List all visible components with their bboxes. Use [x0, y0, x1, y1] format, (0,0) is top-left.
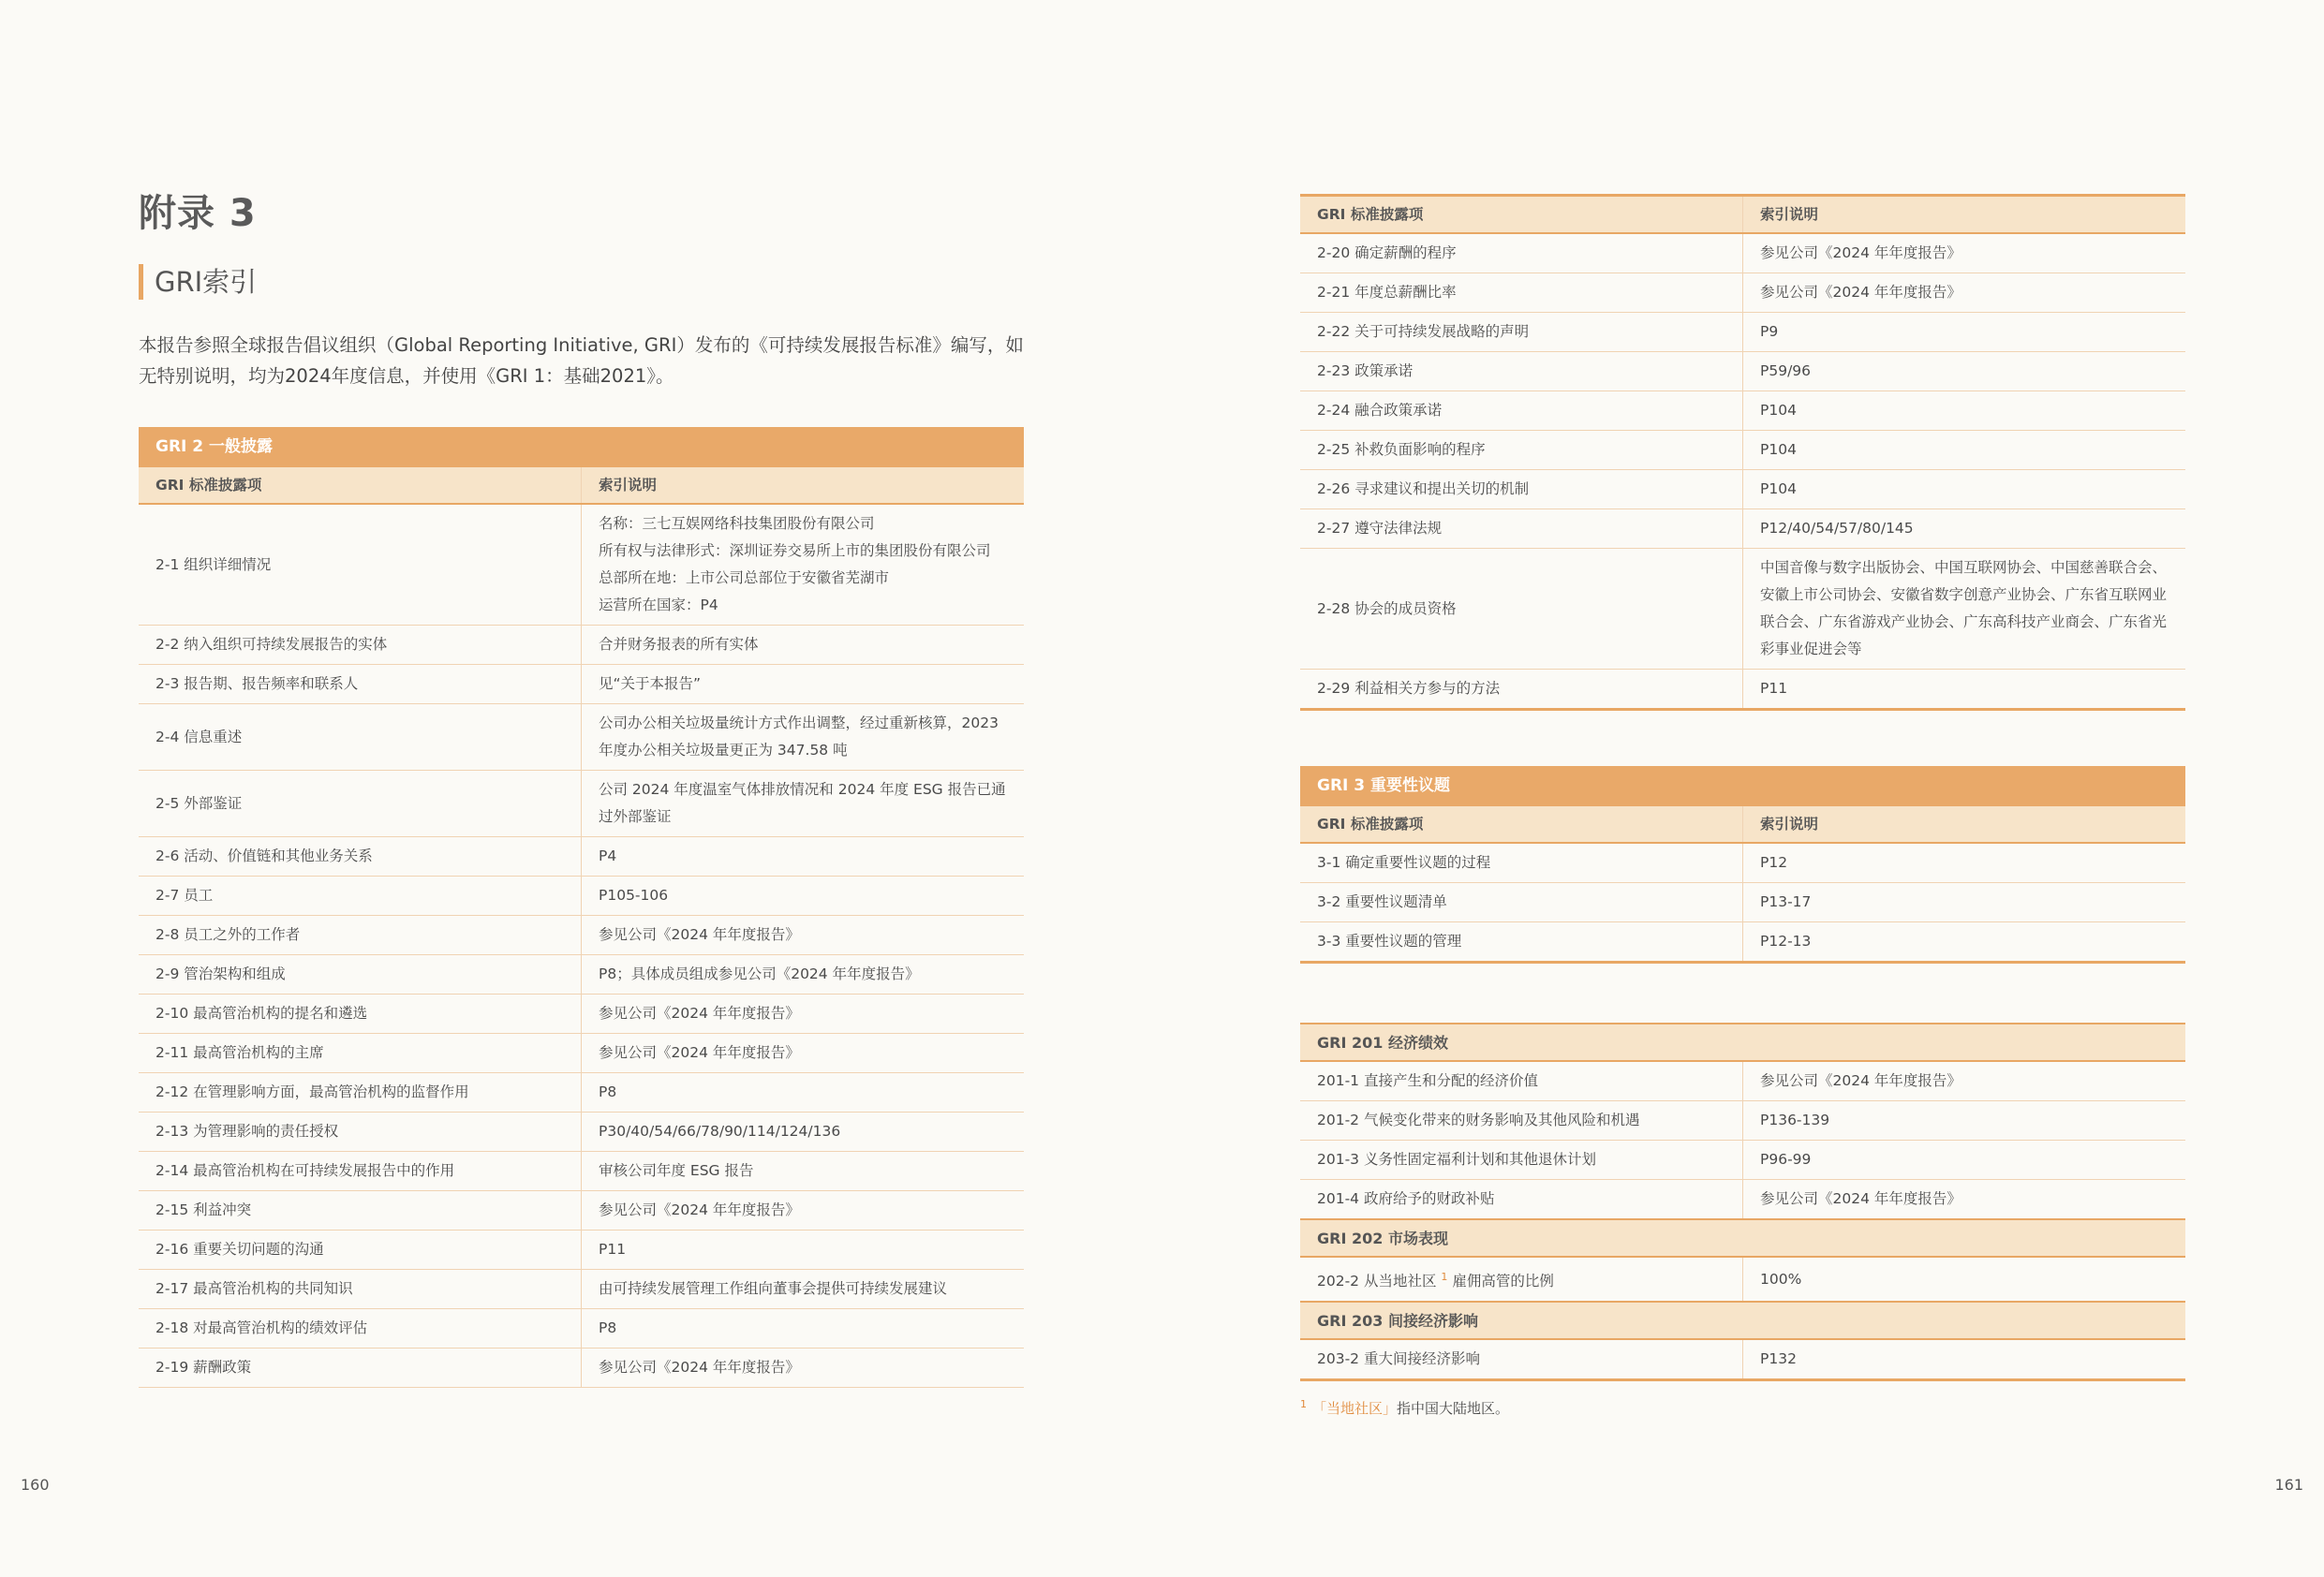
row-item: 2-7 员工 [139, 877, 582, 916]
row-item: 2-14 最高管治机构在可持续发展报告中的作用 [139, 1152, 582, 1191]
ref-line: 名称：三七互娱网络科技集团股份有限公司 [599, 515, 875, 532]
row-item: 2-22 关于可持续发展战略的声明 [1300, 313, 1743, 352]
row-ref: P104 [1743, 391, 2186, 431]
row-ref: P4 [582, 837, 1025, 877]
row-ref: P8 [582, 1309, 1025, 1349]
gri201-table [1300, 1023, 2185, 1381]
row-item: 2-21 年度总薪酬比率 [1300, 273, 1743, 313]
table-row [1300, 431, 2185, 470]
gri3-table [1300, 766, 2185, 964]
ref-line: 总部所在地：上市公司总部位于安徽省芜湖市 [599, 569, 890, 586]
row-item: 2-12 在管理影响方面，最高管治机构的监督作用 [139, 1073, 582, 1113]
row-item: 3-2 重要性议题清单 [1300, 883, 1743, 922]
row-item: 2-6 活动、价值链和其他业务关系 [139, 837, 582, 877]
table-title: GRI 203 间接经济影响 [1300, 1302, 2185, 1339]
table-row [1300, 1180, 2185, 1220]
table-row [1300, 670, 2185, 710]
ref-line: 运营所在国家：P4 [599, 597, 718, 613]
column-header-ref: 索引说明 [582, 467, 1025, 504]
row-item: 2-23 政策承诺 [1300, 352, 1743, 391]
table-row [139, 995, 1024, 1034]
table-title: GRI 2 一般披露 [139, 427, 1024, 467]
appendix-title: 附录 3 [139, 192, 257, 235]
row-item: 2-26 寻求建议和提出关切的机制 [1300, 470, 1743, 509]
row-ref: 100% [1743, 1257, 2186, 1302]
row-ref: P105-106 [582, 877, 1025, 916]
row-item: 2-11 最高管治机构的主席 [139, 1034, 582, 1073]
row-ref: 由可持续发展管理工作组向董事会提供可持续发展建议 [582, 1270, 1025, 1309]
table-row [1300, 233, 2185, 273]
row-ref: 参见公司《2024 年年度报告》 [582, 995, 1025, 1034]
table-row [1300, 391, 2185, 431]
row-item: 2-3 报告期、报告频率和联系人 [139, 665, 582, 704]
row-item: 2-15 利益冲突 [139, 1191, 582, 1231]
row-item: 2-17 最高管治机构的共同知识 [139, 1270, 582, 1309]
table-row [139, 1231, 1024, 1270]
row-ref: 参见公司《2024 年年度报告》 [582, 916, 1025, 955]
row-item: 2-18 对最高管治机构的绩效评估 [139, 1309, 582, 1349]
row-ref: 参见公司《2024 年年度报告》 [582, 1349, 1025, 1388]
section-title: GRI索引 [139, 264, 257, 300]
table-row [1300, 843, 2185, 883]
row-ref: P8 [582, 1073, 1025, 1113]
row-item: 2-9 管治架构和组成 [139, 955, 582, 995]
gri2-table-right [1300, 194, 2185, 711]
row-item: 2-4 信息重述 [139, 704, 582, 771]
column-header-ref: 索引说明 [1743, 806, 2186, 843]
table-row [139, 1113, 1024, 1152]
row-ref: P136-139 [1743, 1101, 2186, 1141]
row-ref: P11 [1743, 670, 2186, 710]
table-row [1300, 883, 2185, 922]
table-row [1300, 1061, 2185, 1101]
column-header-ref: 索引说明 [1743, 196, 2186, 234]
table-row [139, 1270, 1024, 1309]
row-ref: P9 [1743, 313, 2186, 352]
table-row [139, 837, 1024, 877]
row-item: 3-3 重要性议题的管理 [1300, 922, 1743, 963]
row-ref: 参见公司《2024 年年度报告》 [1743, 273, 2186, 313]
row-item: 2-24 融合政策承诺 [1300, 391, 1743, 431]
row-item: 2-5 外部鉴证 [139, 771, 582, 837]
row-item: 201-4 政府给予的财政补贴 [1300, 1180, 1743, 1220]
table-row [139, 1073, 1024, 1113]
row-item: 2-20 确定薪酬的程序 [1300, 233, 1743, 273]
table-row [1300, 549, 2185, 670]
row-ref: P12-13 [1743, 922, 2186, 963]
row-ref: P13-17 [1743, 883, 2186, 922]
row-item: 2-2 纳入组织可持续发展报告的实体 [139, 626, 582, 665]
table-row [139, 504, 1024, 626]
footnote-marker: 1 [1441, 1271, 1448, 1283]
row-item: 3-1 确定重要性议题的过程 [1300, 843, 1743, 883]
table-row [1300, 273, 2185, 313]
footnote-mark: 1 [1300, 1398, 1307, 1410]
row-item: 2-10 最高管治机构的提名和遴选 [139, 995, 582, 1034]
gri2-table-left [139, 427, 1024, 1388]
row-item: 2-29 利益相关方参与的方法 [1300, 670, 1743, 710]
table-title: GRI 3 重要性议题 [1300, 766, 2185, 806]
row-ref [582, 504, 1025, 626]
footnote-term: 「当地社区」 [1312, 1400, 1398, 1417]
column-header-item: GRI 标准披露项 [139, 467, 582, 504]
row-ref: P104 [1743, 470, 2186, 509]
row-ref: P12/40/54/57/80/145 [1743, 509, 2186, 549]
table-row [139, 704, 1024, 771]
row-item: 201-2 气候变化带来的财务影响及其他风险和机遇 [1300, 1101, 1743, 1141]
row-item: 2-28 协会的成员资格 [1300, 549, 1743, 670]
table-row [139, 771, 1024, 837]
footnote-text: 指中国大陆地区。 [1397, 1400, 1510, 1417]
intro-text: 本报告参照全球报告倡议组织（Global Reporting Initiative, GRI）发布的《可持续发展报告标准》编写，如无特别说明，均为2024年度信息，并使用《GRI 1：基础2021》。 [139, 334, 1024, 387]
row-ref: P8；具体成员组成参见公司《2024 年年度报告》 [582, 955, 1025, 995]
row-ref: 中国音像与数字出版协会、中国互联网协会、中国慈善联合会、安徽上市公司协会、安徽省数字创意产业协会、广东省互联网业联合会、广东省游戏产业协会、广东高科技产业商会、广东省光彩事业促进会等 [1743, 549, 2186, 670]
table-title: GRI 202 市场表现 [1300, 1219, 2185, 1257]
row-item: 2-19 薪酬政策 [139, 1349, 582, 1388]
row-ref: P11 [582, 1231, 1025, 1270]
row-ref: P132 [1743, 1339, 2186, 1380]
row-ref: P30/40/54/66/78/90/114/124/136 [582, 1113, 1025, 1152]
table-row [139, 916, 1024, 955]
row-ref: 公司 2024 年度温室气体排放情况和 2024 年度 ESG 报告已通过外部鉴证 [582, 771, 1025, 837]
column-header-item: GRI 标准披露项 [1300, 196, 1743, 234]
row-item: 203-2 重大间接经济影响 [1300, 1339, 1743, 1380]
table-row [1300, 509, 2185, 549]
table-row [1300, 1339, 2185, 1380]
table-row [1300, 1141, 2185, 1180]
column-header-item: GRI 标准披露项 [1300, 806, 1743, 843]
row-item: 2-1 组织详细情况 [139, 504, 582, 626]
row-item: 201-3 义务性固定福利计划和其他退休计划 [1300, 1141, 1743, 1180]
row-ref: 公司办公相关垃圾量统计方式作出调整，经过重新核算，2023 年度办公相关垃圾量更正为 347.58 吨 [582, 704, 1025, 771]
row-ref: 合并财务报表的所有实体 [582, 626, 1025, 665]
row-item: 201-1 直接产生和分配的经济价值 [1300, 1061, 1743, 1101]
row-item: 2-25 补救负面影响的程序 [1300, 431, 1743, 470]
table-row [1300, 1257, 2185, 1302]
row-item: 2-16 重要关切问题的沟通 [139, 1231, 582, 1270]
table-row [139, 877, 1024, 916]
table-row [139, 626, 1024, 665]
table-row [1300, 922, 2185, 963]
table-row [1300, 352, 2185, 391]
table-row [139, 955, 1024, 995]
table-row [1300, 313, 2185, 352]
row-item: 2-8 员工之外的工作者 [139, 916, 582, 955]
row-ref: 参见公司《2024 年年度报告》 [1743, 233, 2186, 273]
row-ref: 审核公司年度 ESG 报告 [582, 1152, 1025, 1191]
table-row [139, 1152, 1024, 1191]
page-number-left: 160 [21, 1476, 50, 1494]
row-ref: P96-99 [1743, 1141, 2186, 1180]
table-row [139, 1349, 1024, 1388]
row-item-part: 雇佣高管的比例 [1452, 1273, 1554, 1290]
table-row [139, 1034, 1024, 1073]
table-title: GRI 201 经济绩效 [1300, 1024, 2185, 1061]
row-item: 2-13 为管理影响的责任授权 [139, 1113, 582, 1152]
row-item: 2-27 遵守法律法规 [1300, 509, 1743, 549]
table-row [139, 665, 1024, 704]
row-item-part: 202-2 从当地社区 [1317, 1273, 1437, 1290]
table-row [1300, 1101, 2185, 1141]
table-row [139, 1309, 1024, 1349]
page-number-right: 161 [2274, 1476, 2303, 1494]
row-ref: 见“关于本报告” [582, 665, 1025, 704]
row-ref: P104 [1743, 431, 2186, 470]
row-ref: 参见公司《2024 年年度报告》 [1743, 1180, 2186, 1220]
row-ref: P59/96 [1743, 352, 2186, 391]
row-ref: 参见公司《2024 年年度报告》 [582, 1191, 1025, 1231]
footnote [1300, 1398, 1509, 1418]
table-row [1300, 470, 2185, 509]
row-item [1300, 1257, 1743, 1302]
row-ref: P12 [1743, 843, 2186, 883]
row-ref: 参见公司《2024 年年度报告》 [1743, 1061, 2186, 1101]
row-ref: 参见公司《2024 年年度报告》 [582, 1034, 1025, 1073]
ref-line: 所有权与法律形式：深圳证券交易所上市的集团股份有限公司 [599, 542, 991, 559]
table-row [139, 1191, 1024, 1231]
